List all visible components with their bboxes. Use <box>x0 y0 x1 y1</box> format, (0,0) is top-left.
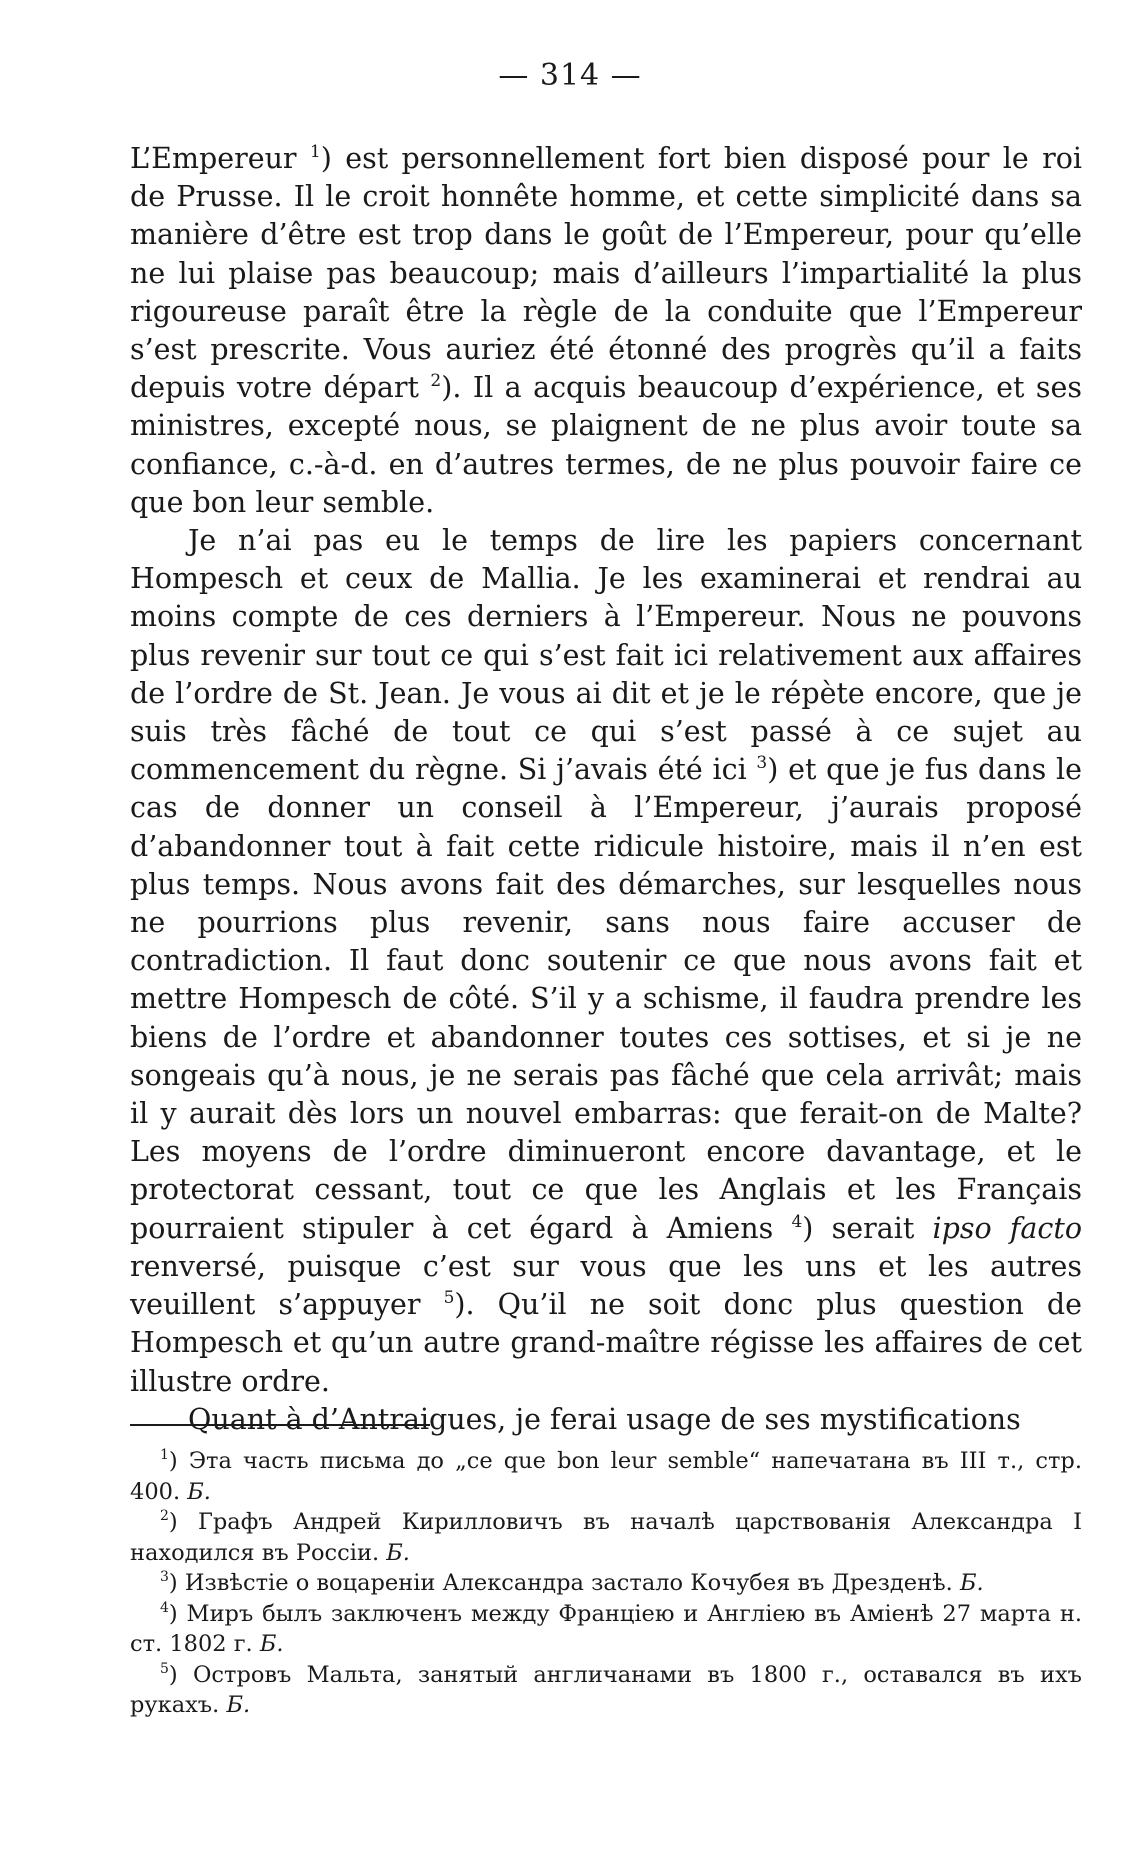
footnotes <box>130 1446 1082 1721</box>
footnote-divider <box>130 1424 430 1426</box>
footnote-ref-4: 4 <box>791 1211 803 1232</box>
footnote-4: $^4$) Миръ былъ заключенъ между Франціею и Англіею въ Аміенѣ 27 марта н. ст. 1802 г. Б. <box>130 1599 1082 1657</box>
footnote-ref-3: 3 <box>756 753 768 774</box>
footnote-5: $^5$) Островъ Мальта, занятый англичанами въ 1800 г., оставался въ ихъ рукахъ. Б. <box>130 1660 1082 1718</box>
page-number: — 314 — <box>498 58 642 93</box>
footnote-2: $^2$) Графъ Андрей Кирилловичъ въ началѣ царствованія Александра I находился въ Россіи. Б. <box>130 1508 1082 1566</box>
paragraph-1: L’Empereur $^1$) est personnellement fort bien disposé pour le roi de Prusse. Il le croit honnête homme, et cette simplicité dans sa manière d’être est trop dans le goût de l’Empereur, pour qu’elle ne lui plaise pas beaucoup; mais d’ailleurs l’impartialité la plus rigoureuse paraît être la règle de la conduite que l’Empereur s’est prescrite. Vous auriez été étonné des progrès qu’il a faits depuis votre départ $^2$). Il a acquis beaucoup d’expérience, et ses ministres, excepté nous, se plaignent de ne plus avoir toute sa confiance, c.-à-d. en d’autres termes, de ne plus pouvoir faire ce que bon leur semble. <box>130 142 1083 519</box>
paragraph-3: Quant à d’Antraigues, je ferai usage de ses mystifications <box>188 1402 1021 1436</box>
footnote-1: $^1$) Эта часть письма до „ce que bon leur semble“ напечатана въ III т., стр. 400. Б. <box>130 1447 1082 1505</box>
footnote-ref-5: 5 <box>443 1288 455 1309</box>
main-text <box>130 140 1082 1439</box>
paragraph-2: Je n’ai pas eu le temps de lire les papiers concernant Hompesch et ceux de Mallia. Je les examinerai et rendrai au moins compte de ces derniers à l’Empereur. Nous ne pouvons plus revenir sur tout ce qui s’est fait ici relativement aux affaires de l’ordre de St. Jean. Je vous ai dit et je le répète encore, que je suis très fâché de tout ce qui s’est passé à ce sujet au commencement du règne. Si j’avais été ici $^3$) et que je fus dans le cas de donner un conseil à l’Empereur, j’aurais proposé d’abandonner tout à fait cette ridicule histoire, mais il n’en est plus temps. Nous avons fait des démarches, sur lesquelles nous ne pourrions plus revenir, sans nous faire accuser de contradiction. Il faut donc soutenir ce que nous avons fait et mettre Hompesch de côté. S’il y a schisme, il faudra prendre les biens de l’ordre et abandonner toutes ces sottises, et si je ne songeais qu’à nous, je ne serais pas fâché que cela arrivât; mais il y aurait dès lors un nouvel embarras: que ferait-on de Malte? Les moyens de l’ordre diminueront encore davantage, et le protectorat cessant, tout ce que les Anglais et les Français pourraient stipuler à cet égard à Amiens $^4$) serait ipso facto renversé, puisque c’est sur vous que les uns et les autres veuillent s’appuyer $^5$). Qu’il ne soit donc plus question de Hompesch et qu’un autre grand-maître régisse les affaires de cet illustre ordre. <box>130 524 1082 1398</box>
footnote-ref-2: 2 <box>430 371 442 392</box>
footnote-3: $^3$) Извѣстіе о воцареніи Александра застало Кочубея въ Дрезденѣ. Б. <box>160 1569 984 1596</box>
footnote-ref-1: 1 <box>309 142 321 162</box>
